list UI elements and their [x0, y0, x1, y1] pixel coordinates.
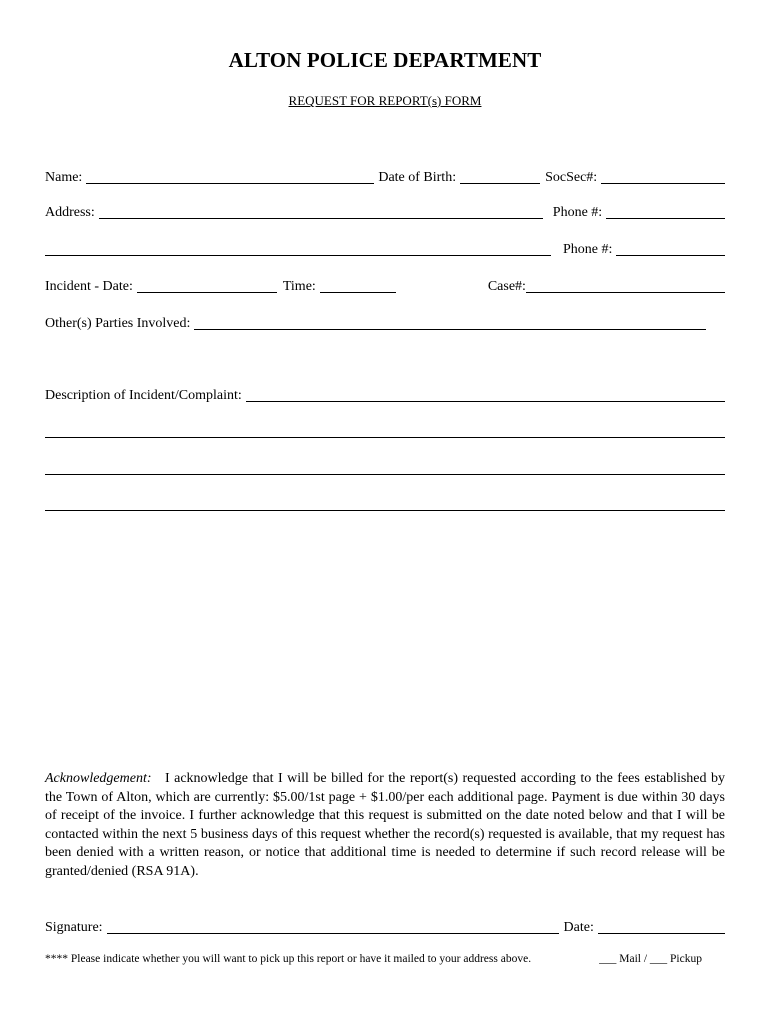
address-line2-field[interactable] — [45, 241, 551, 256]
signature-label: Signature: — [45, 920, 103, 935]
address-label: Address: — [45, 205, 95, 220]
page-title: ALTON POLICE DEPARTMENT — [228, 48, 542, 72]
others-field[interactable] — [194, 315, 706, 330]
address-field[interactable] — [99, 204, 543, 219]
description-line-3[interactable] — [45, 474, 725, 475]
socsec-field[interactable] — [601, 169, 725, 184]
row-others — [45, 312, 725, 332]
name-field[interactable] — [86, 169, 374, 184]
phone1-label: Phone #: — [552, 205, 603, 220]
row-name — [45, 166, 725, 186]
row-address — [45, 201, 725, 221]
dob-field[interactable] — [460, 169, 540, 184]
form-subtitle: REQUEST FOR REPORT(s) FORM — [288, 93, 482, 108]
row-signature — [45, 916, 725, 936]
date-field[interactable] — [598, 919, 725, 934]
socsec-label: SocSec#: — [545, 170, 598, 185]
signature-field[interactable] — [107, 919, 559, 934]
others-label: Other(s) Parties Involved: — [45, 316, 191, 331]
date-label: Date: — [563, 920, 594, 935]
footer-note — [45, 953, 725, 965]
time-field[interactable] — [320, 278, 396, 293]
incident-date-field[interactable] — [137, 278, 277, 293]
acknowledgement-paragraph — [45, 770, 725, 881]
phone2-field[interactable] — [616, 241, 725, 256]
time-label: Time: — [282, 279, 316, 294]
description-line-4[interactable] — [45, 510, 725, 511]
phone2-label: Phone #: — [563, 242, 613, 257]
acknowledgement-heading: Acknowledgement: — [45, 771, 152, 786]
description-label: Description of Incident/Complaint: — [45, 388, 242, 403]
case-field[interactable] — [526, 278, 725, 293]
row-address-2 — [45, 238, 725, 258]
row-incident — [45, 275, 725, 295]
phone1-field[interactable] — [606, 204, 725, 219]
description-line-2[interactable] — [45, 437, 725, 438]
description-field[interactable] — [246, 387, 725, 402]
incident-date-label: Incident - Date: — [45, 279, 133, 294]
case-label: Case#: — [487, 279, 526, 294]
mail-pickup-options[interactable]: ___ Mail / ___ Pickup — [599, 953, 702, 965]
row-description — [45, 384, 725, 404]
name-label: Name: — [45, 170, 83, 185]
acknowledgement-body: I acknowledge that I will be billed for the report(s) requested according to the fees established by the Town of Alton, which are currently: $5.00/1st page + $1.00/per each additional page. Payment is due within 30 days of receipt of the invoice. I further acknowledge that this request is submitted on the date noted below and that I will be contacted within the next 5 business days of this request whether the record(s) requested is available, that my request has been denied with a written reason, or notice that additional time is needed to determine if such record release will be granted/denied (RSA 91A). — [45, 771, 726, 879]
pickup-instruction: **** Please indicate whether you will want to pick up this report or have it mailed to your address above. — [45, 953, 532, 965]
dob-label: Date of Birth: — [378, 170, 457, 185]
